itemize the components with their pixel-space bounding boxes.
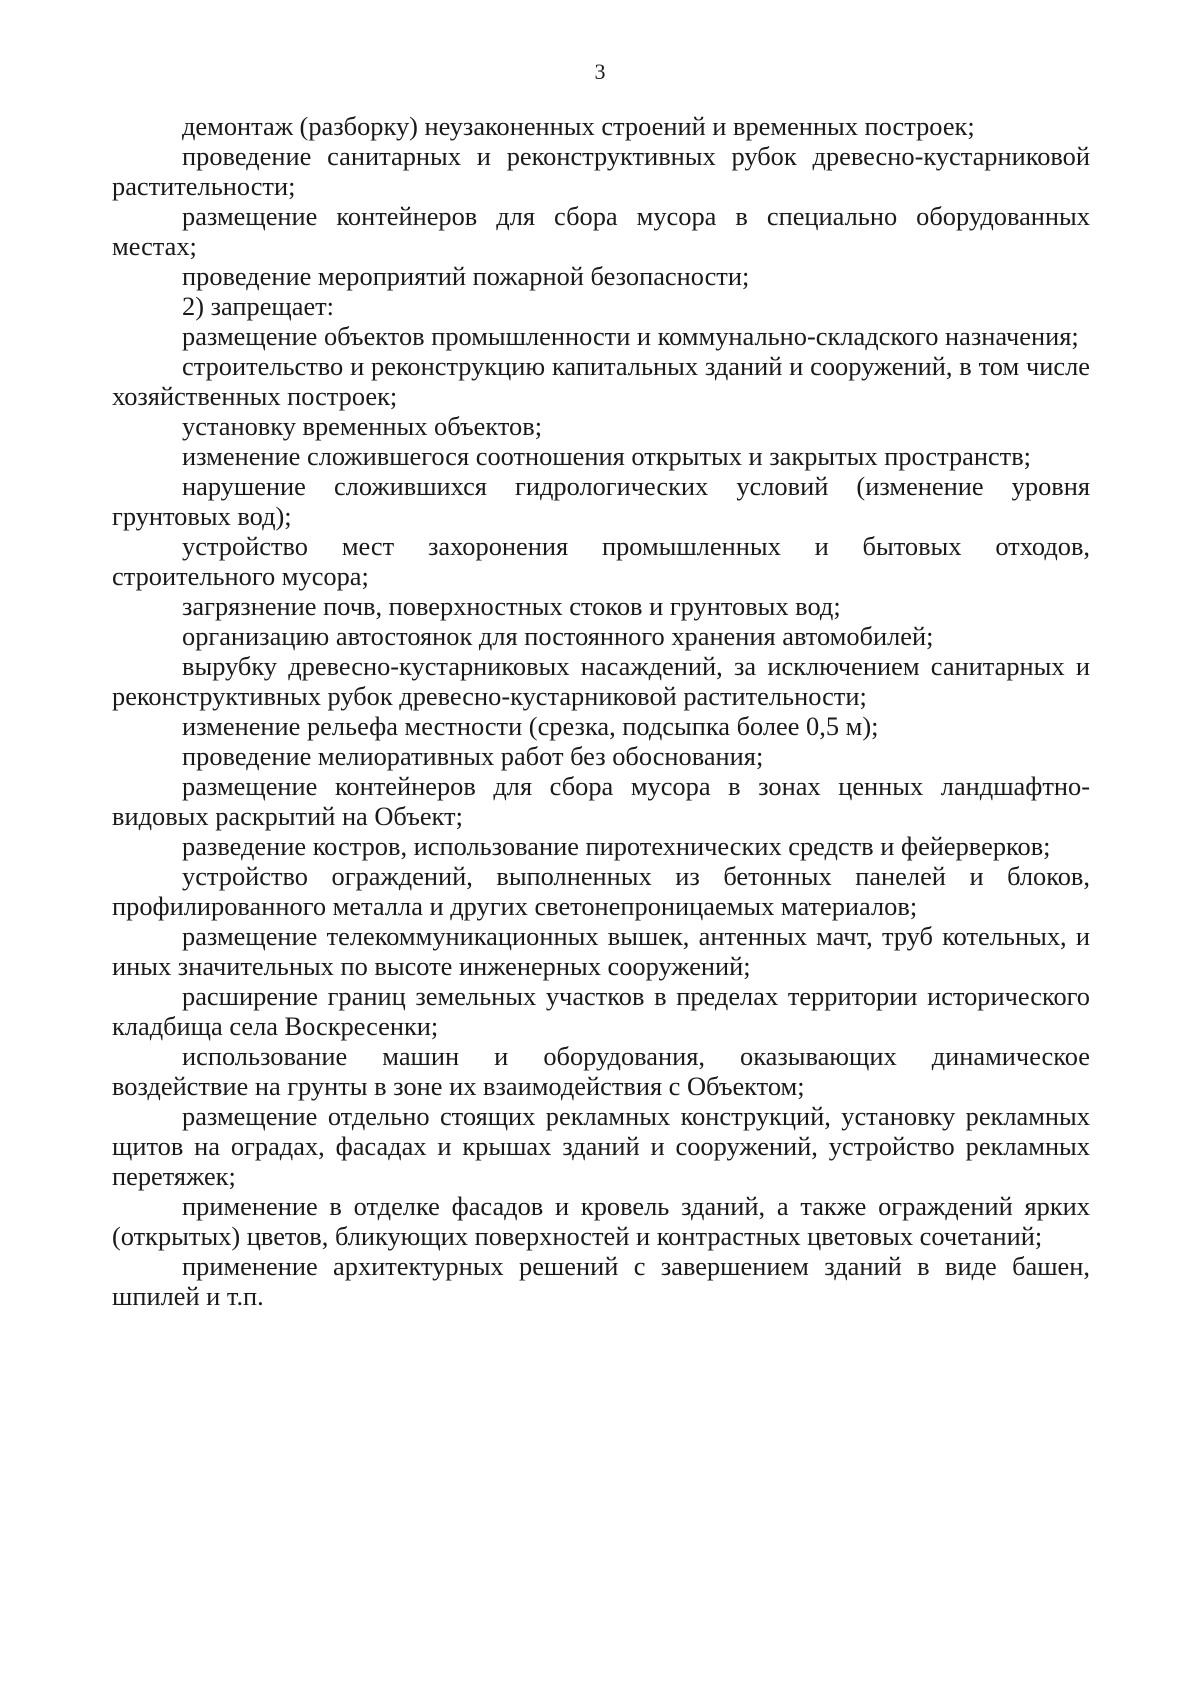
paragraph: установку временных объектов;: [182, 411, 543, 441]
paragraph: использование машин и оборудования, оказывающих динамическое воздействие на грунты в зоне их взаимодействия с Объектом;: [112, 1041, 1090, 1101]
paragraph: применение архитектурных решений с завершением зданий в виде башен, шпилей и т.п.: [112, 1251, 1090, 1311]
paragraph: нарушение сложившихся гидрологических условий (изменение уровня грунтовых вод);: [112, 471, 1090, 531]
paragraph: загрязнение почв, поверхностных стоков и грунтовых вод;: [182, 591, 841, 621]
paragraph: размещение телекоммуникационных вышек, антенных мачт, труб котельных, и иных значительных по высоте инженерных сооружений;: [112, 921, 1090, 981]
paragraph: проведение мелиоративных работ без обоснования;: [182, 741, 764, 771]
paragraph: изменение сложившегося соотношения открытых и закрытых пространств;: [182, 441, 1032, 471]
document-body: [112, 111, 1090, 1311]
paragraph: размещение объектов промышленности и коммунально-складского назначения;: [182, 321, 1079, 351]
paragraph: проведение мероприятий пожарной безопасности;: [182, 261, 750, 291]
paragraph: размещение контейнеров для сбора мусора в зонах ценных ландшафтно-видовых раскрытий на Объект;: [112, 771, 1090, 831]
paragraph: изменение рельефа местности (срезка, подсыпка более 0,5 м);: [182, 711, 879, 741]
paragraph: организацию автостоянок для постоянного хранения автомобилей;: [182, 621, 934, 651]
paragraph: демонтаж (разборку) неузаконенных строений и временных построек;: [182, 111, 975, 141]
paragraph: устройство ограждений, выполненных из бетонных панелей и блоков, профилированного металла и других светонепроницаемых материалов;: [112, 861, 1090, 921]
paragraph: устройство мест захоронения промышленных и бытовых отходов, строительного мусора;: [112, 531, 1090, 591]
paragraph: разведение костров, использование пиротехнических средств и фейерверков;: [182, 831, 1051, 861]
paragraph: проведение санитарных и реконструктивных рубок древесно-кустарниковой растительности;: [112, 141, 1090, 201]
page-number: 3: [594, 59, 606, 84]
paragraph: размещение отдельно стоящих рекламных конструкций, установку рекламных щитов на оградах, фасадах и крышах зданий и сооружений, устройство рекламных перетяжек;: [112, 1101, 1090, 1191]
section-heading: 2) запрещает:: [182, 291, 335, 321]
paragraph: расширение границ земельных участков в пределах территории исторического кладбища села Воскресенки;: [112, 981, 1090, 1041]
paragraph: вырубку древесно-кустарниковых насаждений, за исключением санитарных и реконструктивных рубок древесно-кустарниковой растительности;: [112, 651, 1090, 711]
paragraph: применение в отделке фасадов и кровель зданий, а также ограждений ярких (открытых) цветов, бликующих поверхностей и контрастных цветовых сочетаний;: [112, 1191, 1090, 1251]
paragraph: размещение контейнеров для сбора мусора в специально оборудованных местах;: [112, 201, 1090, 261]
paragraph: строительство и реконструкцию капитальных зданий и сооружений, в том числе хозяйственных построек;: [112, 351, 1090, 411]
